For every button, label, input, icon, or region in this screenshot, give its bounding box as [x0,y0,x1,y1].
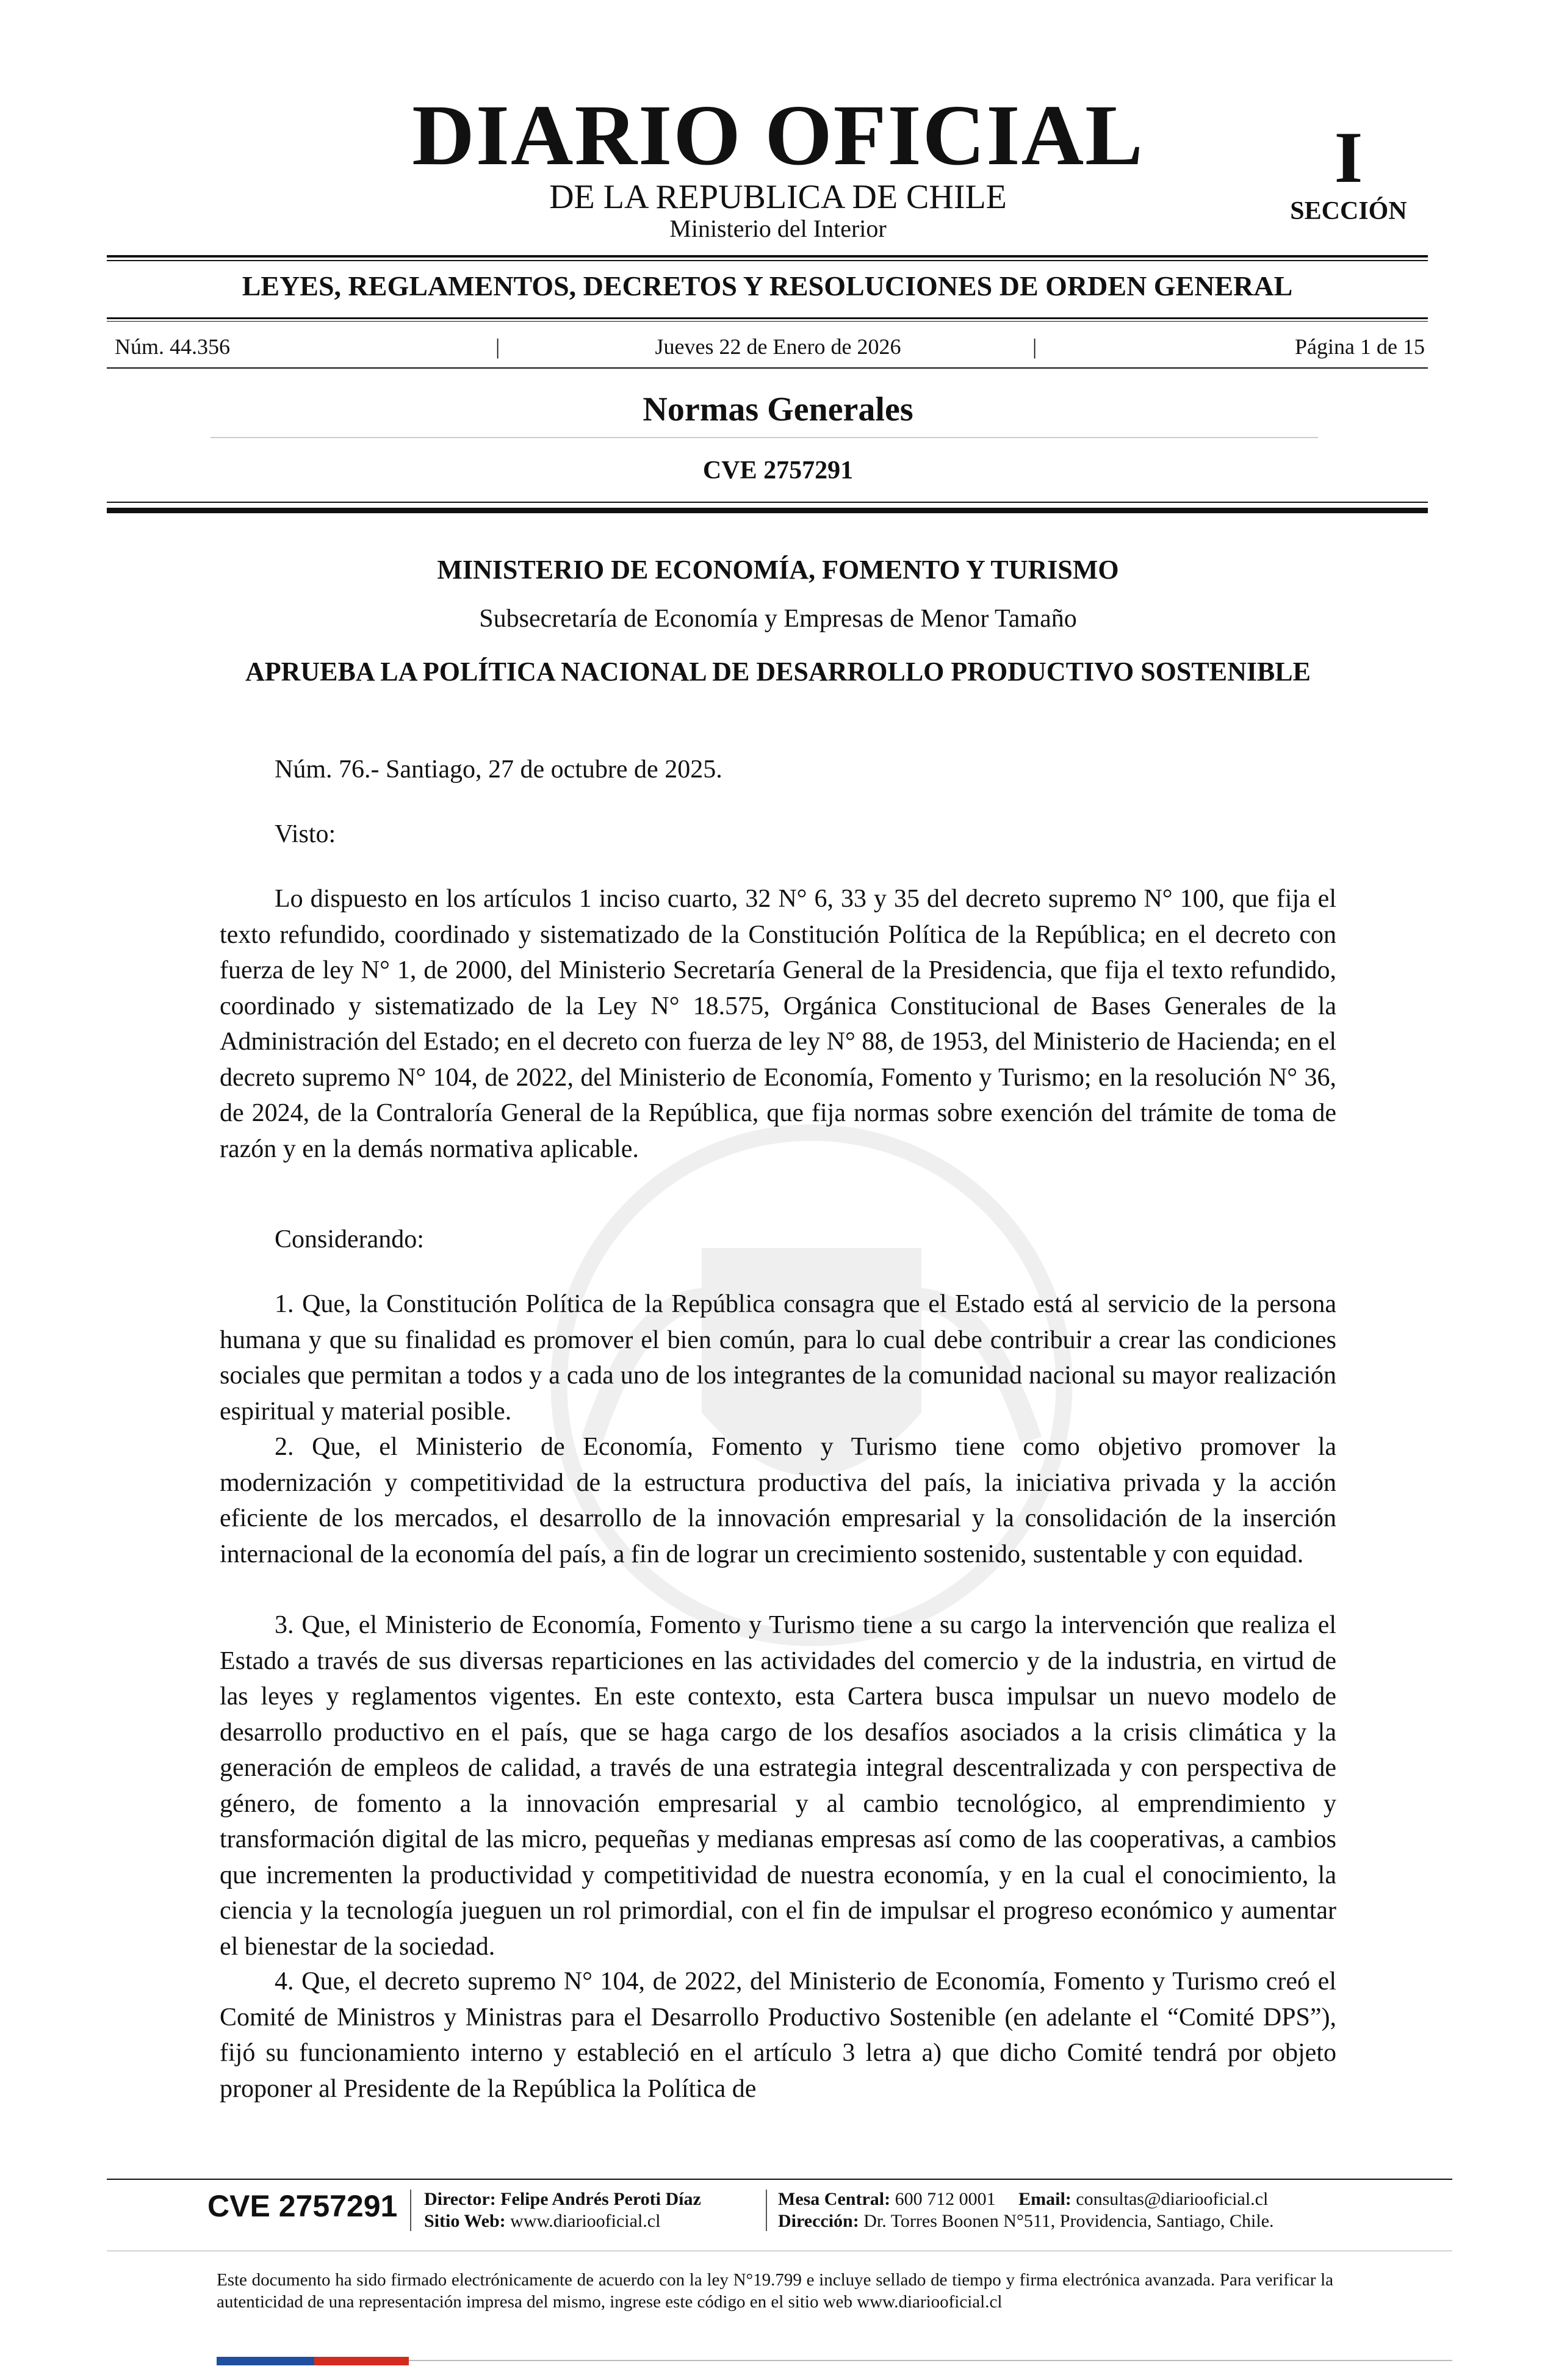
issue-number: Núm. 44.356 [115,334,230,359]
director-name: Felipe Andrés Peroti Díaz [500,2189,701,2209]
considerando-paragraph: 4. Que, el decreto supremo N° 104, de 2022, del Ministerio de Economía, Fomento y Turismo creó el Comité de Ministros y Ministras para el Desarrollo Productivo Sostenible (en adelante el “Comité DPS”), fijó su funcionamiento interno y estableció en el artículo 3 letra a) que dicho Comité tendrá por objeto proponer al Presidente de la República la Política de [220,1967,1336,2103]
website-link[interactable]: www.diariooficial.cl [510,2211,661,2231]
issuing-ministry: MINISTERIO DE ECONOMÍA, FOMENTO Y TURISMO [437,555,1119,585]
footer-signature-notice: Este documento ha sido firmado electrónicamente de acuerdo con la ley N°19.799 e incluye sellado de tiempo y firma electrónica avanzada. Para verificar la autenticidad de una representación impresa del mismo, ingrese este código en el sitio web www.diariooficial.cl [217,2270,1333,2312]
heading-rule [211,437,1318,438]
section-number: I [1334,117,1363,198]
newspaper-title: DIARIO OFICIAL [412,87,1144,183]
mesa-label: Mesa Central: [778,2189,891,2209]
considerando-paragraph: 2. Que, el Ministerio de Economía, Fomento y Turismo tiene como objetivo promover la modernización y competitividad de la estructura productiva del país, la iniciativa privada y la acción eficiente de los mercados, el desarrollo de la innovación empresarial y la consolidación de la inserción internacional de la economía del país, a fin de lograr un crecimiento sostenido, sustentable y con equidad. [220,1433,1336,1568]
footer-website [424,2210,660,2232]
mesa-phone: 600 712 0001 [895,2189,996,2209]
footer-contact [778,2188,1268,2210]
masthead-ministry: Ministerio del Interior [669,215,887,242]
subsecretaria: Subsecretaría de Economía y Empresas de Menor Tamaño [479,605,1077,633]
footer-cve-code: CVE 2757291 [207,2189,398,2223]
info-rule [107,367,1428,369]
decree-title: APRUEBA LA POLÍTICA NACIONAL DE DESARROLLO PRODUCTIVO SOSTENIBLE [245,657,1311,687]
banner-rule-top [107,317,1428,319]
considerando-paragraph: 3. Que, el Ministerio de Economía, Fomento y Turismo tiene a su cargo la intervención que realiza el Estado a través de sus diversas reparticiones en las actividades del comercio y de la industria, en virtud de las leyes y reglamentos vigentes. En este contexto, esta Cartera busca impulsar un nuevo modelo de desarrollo productivo en el país, que se haga cargo de los desafíos asociados a la crisis climática y la generación de empleos de calidad, a través de una estrategia integral descentralizada y con perspectiva de género, de fomento a la innovación empresarial y al cambio tecnológico, al emprendimiento y transformación digital de las micro, pequeñas y medianas empresas así como de las cooperativas, a cambios que incrementen la productividad y competitividad de nuestra economía, y en la cual el conocimiento, la ciencia y la tecnología jueguen un rol primordial, con el fin de impulsar el progreso económico y aumentar el bienestar de la sociedad. [220,1611,1336,1961]
section-banner: LEYES, REGLAMENTOS, DECRETOS Y RESOLUCIONES DE ORDEN GENERAL [242,270,1293,301]
footer-rule [107,2179,1452,2180]
address-text: Dr. Torres Boonen N°511, Providencia, Santiago, Chile. [863,2211,1274,2231]
masthead-rule-bottom [107,260,1428,261]
address-label: Dirección: [778,2211,859,2231]
section-heading: Normas Generales [643,391,913,428]
director-label: Director: [424,2189,496,2209]
info-separator: | [495,334,500,359]
footer-divider [410,2190,411,2231]
flag-stripe-blue [217,2357,314,2365]
decree-number-date: Núm. 76.- Santiago, 27 de octubre de 2025. [275,755,722,784]
website-label: Sitio Web: [424,2211,506,2231]
footer-divider [766,2190,767,2231]
footer-address [778,2210,1274,2232]
visto-paragraph: Lo dispuesto en los artículos 1 inciso cuarto, 32 N° 6, 33 y 35 del decreto supremo N° 100, que fija el texto refundido, coordinado y sistematizado de la Constitución Política de la República; en el decreto con fuerza de ley N° 1, de 2000, del Ministerio Secretaría General de la Presidencia, que fija el texto refundido, coordinado y sistematizado de la Ley N° 18.575, Orgánica Constitucional de Bases Generales de la Administración del Estado; en el decreto con fuerza de ley N° 88, de 1953, del Ministerio de Hacienda; en el decreto supremo N° 104, de 2022, del Ministerio de Economía, Fomento y Turismo; en la resolución N° 36, de 2024, de la Contraloría General de la República, que fija normas sobre exención del trámite de toma de razón y en la demás normativa aplicable. [220,885,1336,1163]
email-link[interactable]: consultas@diariooficial.cl [1076,2189,1269,2209]
visto-label: Visto: [275,820,336,848]
header-rule-thin [107,502,1428,503]
considerando-paragraph: 1. Que, la Constitución Política de la República consagra que el Estado está al servicio de la persona humana y que su finalidad es promover el bien común, para lo cual debe contribuir a crear las condiciones sociales que permitan a todos y a cada uno de los integrantes de la comunidad nacional su mayor realización espiritual y material posible. [220,1290,1336,1426]
banner-rule-inner [107,321,1428,322]
cve-code: CVE 2757291 [702,456,854,485]
info-separator: | [1032,334,1037,359]
newspaper-subtitle: DE LA REPUBLICA DE CHILE [549,178,1007,216]
section-label: SECCIÓN [1290,197,1407,225]
masthead-rule-top [107,255,1428,258]
considerando-label: Considerando: [275,1225,424,1253]
flag-stripe-red [314,2357,409,2365]
header-rule-thick [107,508,1428,513]
page-indicator: Página 1 de 15 [1295,334,1425,359]
email-label: Email: [1018,2189,1072,2209]
footer-bottom-rule [409,2360,1452,2361]
footer-director [424,2188,701,2210]
issue-date: Jueves 22 de Enero de 2026 [655,334,901,359]
